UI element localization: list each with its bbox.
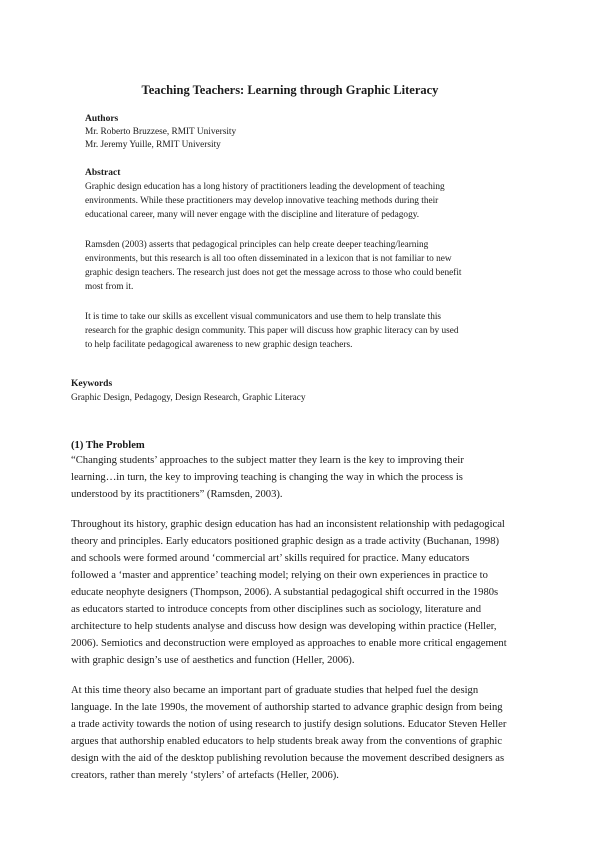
- keywords-text: Graphic Design, Pedagogy, Design Research, Graphic Literacy: [71, 393, 306, 403]
- body-line: a trade activity towards the notion of using research to justify design solutions. Educator Steven Heller: [71, 719, 507, 730]
- body-line: “Changing students’ approaches to the subject matter they learn is the key to improving their: [71, 455, 464, 466]
- body-line: Throughout its history, graphic design education has had an inconsistent relationship with pedagogical: [71, 519, 505, 530]
- abstract-line: to help facilitate pedagogical awareness to new graphic design teachers.: [85, 340, 353, 350]
- body-line: theory and principles. Early educators positioned graphic design as a trade activity (Buchanan, 1998): [71, 536, 500, 547]
- body-line: language. In the late 1990s, the movement of authorship started to advance graphic design from being: [71, 702, 503, 713]
- keywords-heading: Keywords: [71, 379, 113, 389]
- abstract-line: research for the graphic design community. This paper will discuss how graphic literacy can by used: [85, 326, 459, 336]
- abstract-line: educational career, many will never engage with the discipline and literature of pedagogy.: [85, 210, 420, 220]
- paper-title: Teaching Teachers: Learning through Graphic Literacy: [141, 83, 439, 97]
- body-line: At this time theory also became an important part of graduate studies that helped fuel the design: [71, 685, 479, 696]
- abstract-line: Graphic design education has a long history of practitioners leading the development of teaching: [85, 182, 445, 192]
- abstract-heading: Abstract: [85, 168, 121, 178]
- body-line: understood by its practitioners” (Ramsden, 2003).: [71, 489, 283, 500]
- abstract-line: most from it.: [85, 282, 134, 292]
- author-line: Mr. Roberto Bruzzese, RMIT University: [85, 127, 237, 137]
- body-line: learning…in turn, the key to improving teaching is changing the way in which the process is: [71, 472, 463, 483]
- section-heading: (1) The Problem: [71, 440, 145, 451]
- abstract-line: graphic design teachers. The research just does not get the message across to those who could benefit: [85, 268, 462, 278]
- body-line: with graphic design’s use of aesthetics and function (Heller, 2006).: [71, 655, 355, 666]
- body-line: 2006). Semiotics and deconstruction were employed as approaches to enable more critical engagement: [71, 638, 507, 649]
- abstract-line: environments. While these practitioners may develop innovative teaching methods during their: [85, 196, 439, 206]
- body-line: creators, rather than merely ‘stylers’ of artefacts (Heller, 2006).: [71, 770, 339, 781]
- author-line: Mr. Jeremy Yuille, RMIT University: [85, 140, 221, 150]
- abstract-line: Ramsden (2003) asserts that pedagogical principles can help create deeper teaching/learning: [85, 240, 429, 250]
- authors-heading: Authors: [85, 114, 119, 124]
- body-line: educate neophyte designers (Thompson, 2006). A substantial pedagogical shift occurred in the 1980s: [71, 587, 499, 598]
- body-line: followed a ‘master and apprentice’ teaching model; relying on their own experiences in practice to: [71, 570, 488, 581]
- body-line: architecture to help students analyse and discuss how design was developing within practice (Heller,: [71, 621, 497, 632]
- abstract-line: It is time to take our skills as excellent visual communicators and use them to help translate this: [85, 312, 442, 322]
- body-line: argues that authorship enabled educators to help students break away from the conventions of graphic: [71, 736, 503, 747]
- body-line: as educators started to introduce concepts from other disciplines such as sociology, literature and: [71, 604, 481, 615]
- body-line: and schools were formed around ‘commercial art’ skills required for practice. Many educators: [71, 553, 470, 564]
- abstract-line: environments, but this research is all too often disseminated in a lexicon that is not familiar to new: [85, 254, 452, 264]
- body-line: design with the aid of the desktop publishing revolution because the movement described designers as: [71, 753, 505, 764]
